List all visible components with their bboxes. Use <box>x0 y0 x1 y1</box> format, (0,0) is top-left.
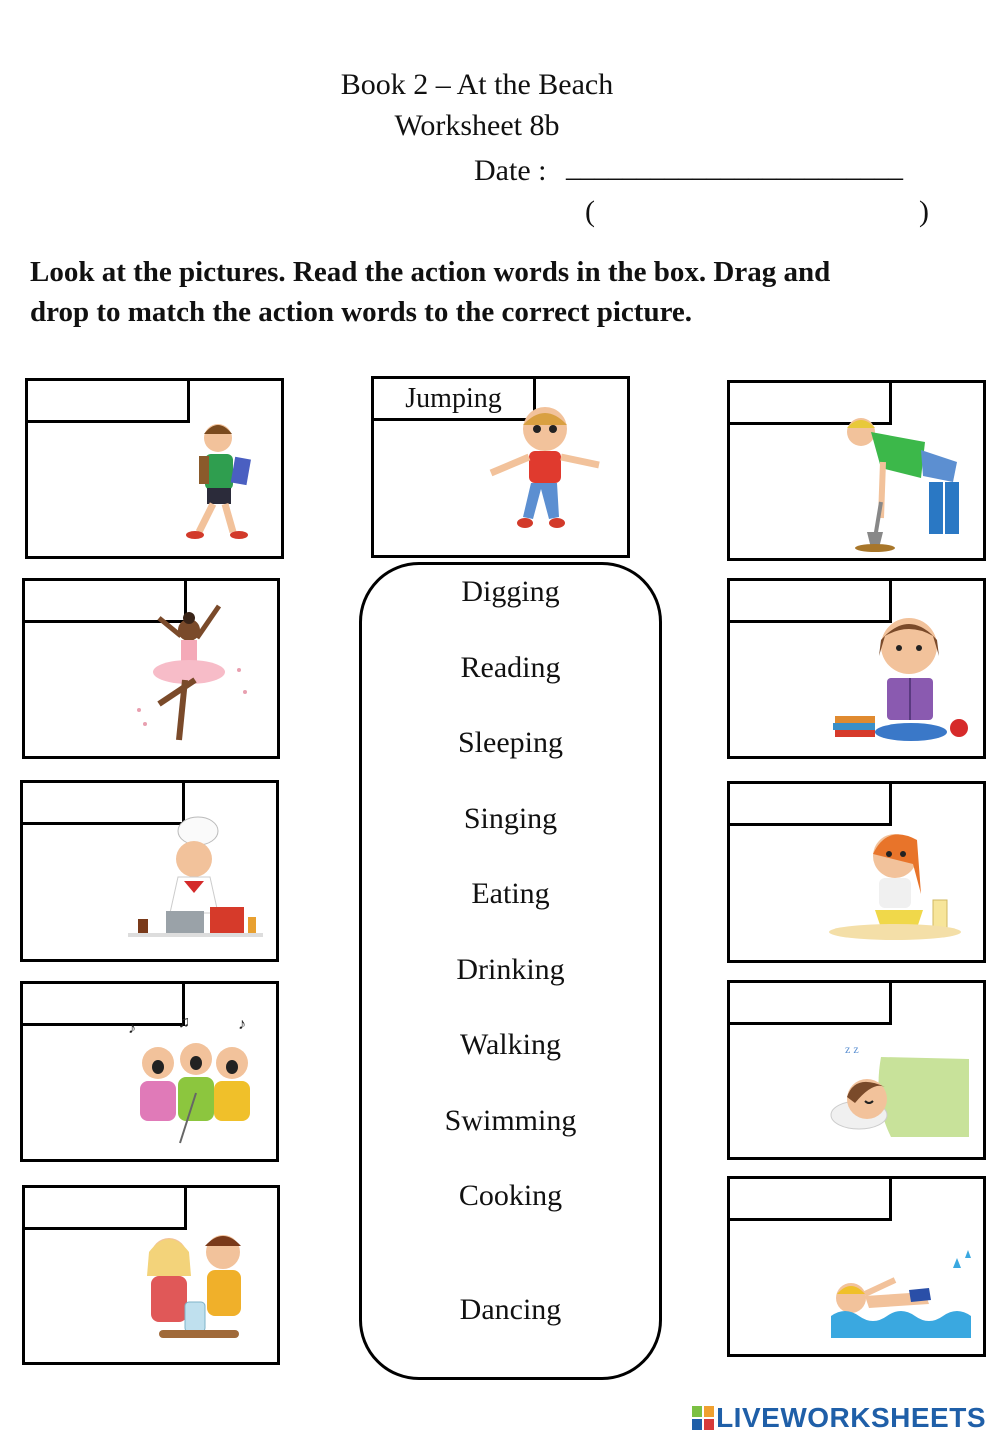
word-bank <box>359 562 662 1380</box>
card-cooking <box>20 780 279 962</box>
liveworksheets-brand: LIVEWORKSHEETS <box>716 1402 986 1433</box>
card-walking <box>25 378 284 559</box>
card-reading <box>727 578 986 759</box>
jumping-boy-icon <box>469 399 619 549</box>
svg-text:z z: z z <box>845 1042 859 1056</box>
reading-girl-icon <box>825 600 975 750</box>
sleeping-boy-icon <box>825 1001 975 1151</box>
worksheet-subtitle: Worksheet 8b <box>394 109 560 142</box>
card-sleeping <box>727 980 986 1160</box>
card-jumping <box>371 376 630 558</box>
word-tile-singing[interactable]: Singing <box>463 802 558 835</box>
word-tile-swimming[interactable]: Swimming <box>444 1104 577 1137</box>
card-singing <box>20 981 279 1162</box>
date-label: Date : <box>474 154 547 187</box>
svg-text:♫: ♫ <box>178 1014 190 1031</box>
word-tile-eating[interactable]: Eating <box>471 877 550 910</box>
drinking-kids-icon <box>119 1206 269 1356</box>
drop-box-jumping[interactable]: Jumping <box>371 376 536 421</box>
card-eating <box>727 781 986 963</box>
chef-icon <box>118 803 268 953</box>
worksheet-title: Book 2 – At the Beach <box>340 68 614 101</box>
word-tile-walking[interactable]: Walking <box>460 1028 561 1061</box>
paren-close: ) <box>919 195 929 228</box>
word-tile-cooking[interactable]: Cooking <box>458 1179 563 1212</box>
walking-boy-icon <box>123 400 273 550</box>
card-swimming <box>727 1176 986 1357</box>
singing-kids-icon <box>118 1003 268 1153</box>
digging-boy-icon <box>825 402 975 552</box>
instructions-line-2: drop to match the action words to the correct picture. <box>30 296 693 328</box>
word-tile-sleeping[interactable]: Sleeping <box>458 726 563 759</box>
swimming-boy-icon <box>825 1198 975 1348</box>
paren-open: ( <box>585 195 595 228</box>
liveworksheets-logo-icon <box>692 1406 714 1430</box>
svg-text:♪: ♪ <box>128 1020 136 1037</box>
word-tile-reading[interactable]: Reading <box>460 651 561 684</box>
word-tile-digging[interactable]: Digging <box>461 575 560 608</box>
instructions-line-1: Look at the pictures. Read the action words in the box. Drag and <box>30 256 831 288</box>
date-input[interactable]: ________________________ <box>566 150 902 183</box>
card-drinking <box>22 1185 280 1365</box>
word-tile-drinking[interactable]: Drinking <box>456 953 565 986</box>
word-tile-dancing[interactable]: Dancing <box>459 1293 562 1326</box>
svg-text:♪: ♪ <box>238 1016 246 1033</box>
ballerina-icon <box>119 600 269 750</box>
eating-girl-icon <box>825 804 975 954</box>
card-digging <box>727 380 986 561</box>
card-dancing <box>22 578 280 759</box>
